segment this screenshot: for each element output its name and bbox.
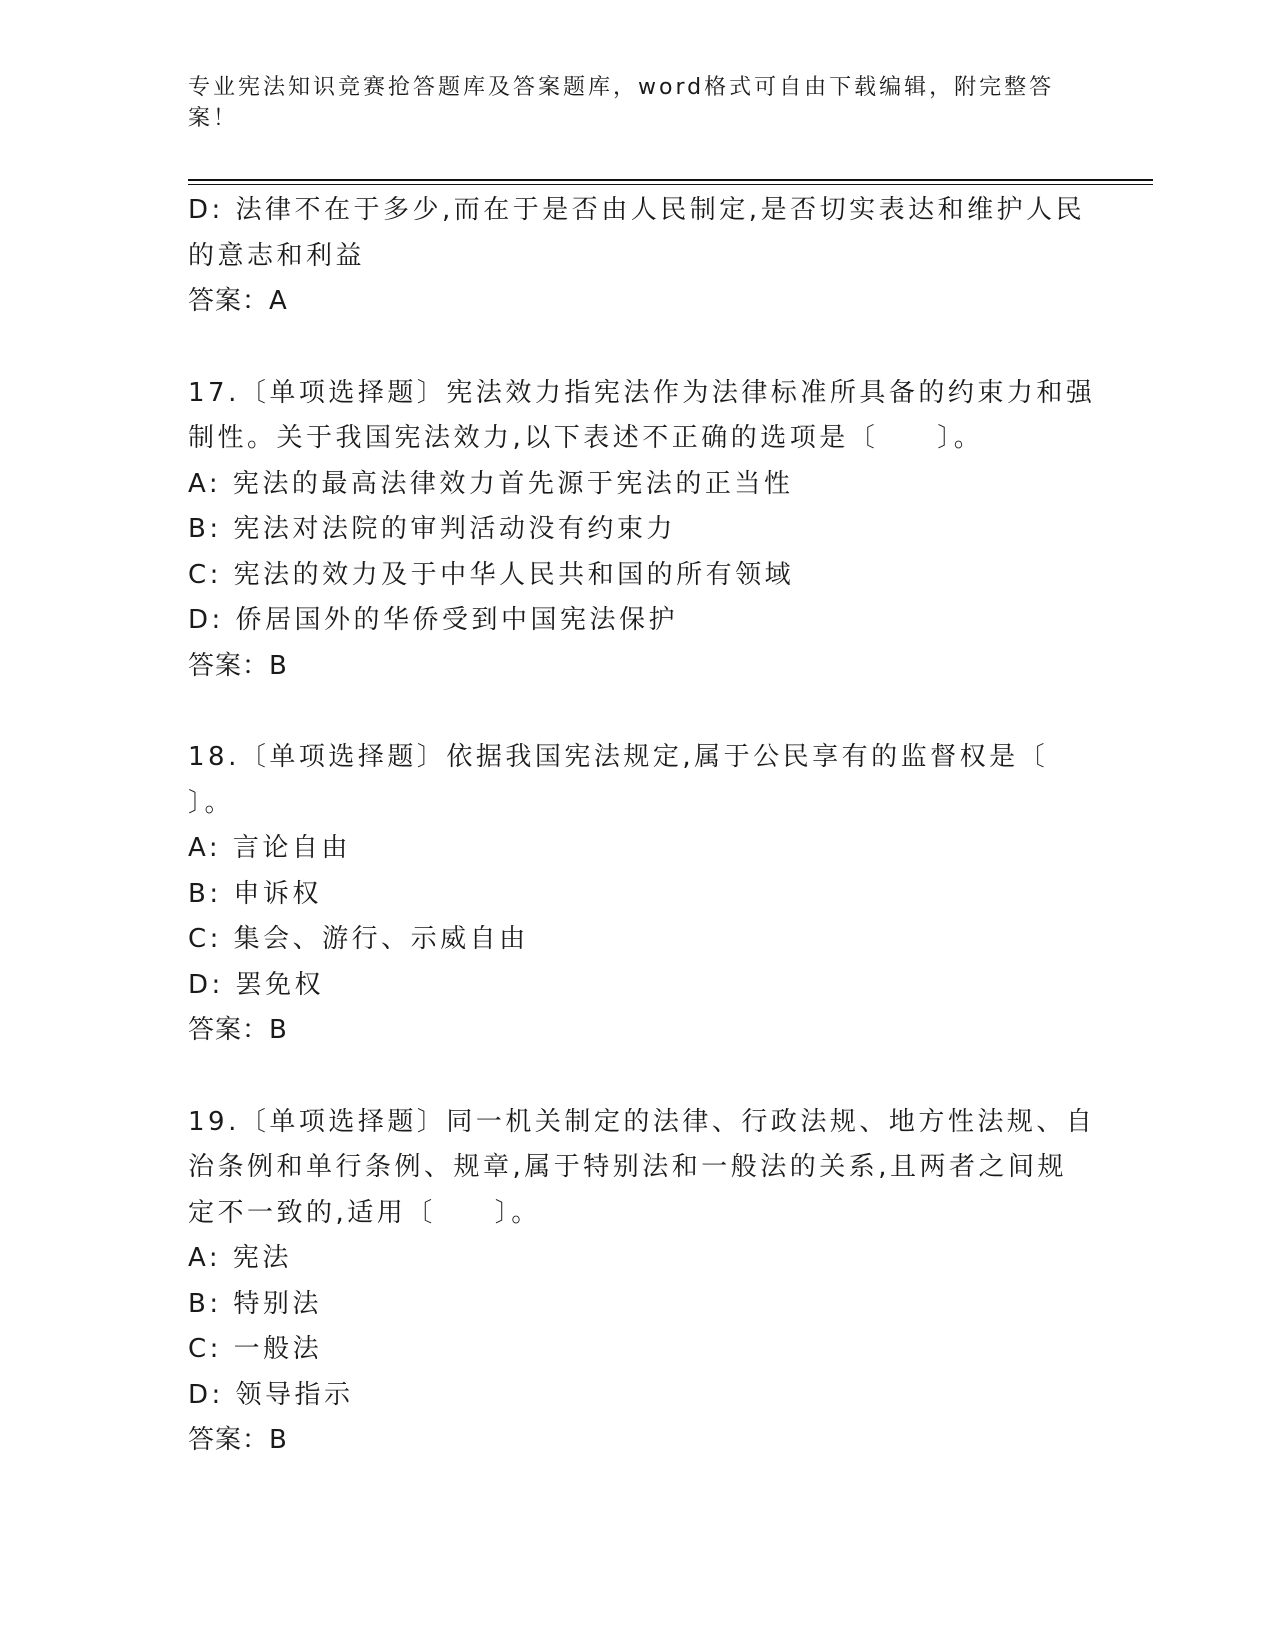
answer-line: 答案：B [188, 1015, 288, 1045]
option-d: D: 领导指示 [188, 1379, 354, 1410]
option-line: 的意志和利益 [188, 240, 366, 271]
question-block [188, 371, 1096, 690]
option-a: A: 宪法 [188, 1243, 292, 1273]
option-d: D: 罢免权 [188, 969, 325, 1000]
option-b: B: 特别法 [188, 1288, 322, 1319]
question-block [188, 188, 1088, 325]
option-line: D: 法律不在于多少,而在于是否由人民制定,是否切实表达和维护人民 [188, 195, 1086, 225]
question-block [188, 1100, 1096, 1464]
answer-line: 答案：B [188, 650, 288, 681]
question-text: 制性。关于我国宪法效力,以下表述不正确的选项是〔 〕。 [188, 423, 984, 453]
question-text: 治条例和单行条例、规章,属于特别法和一般法的关系,且两者之间规 [188, 1152, 1068, 1182]
option-c: C: 一般法 [188, 1334, 323, 1364]
option-c: C: 宪法的效力及于中华人民共和国的所有领域 [188, 559, 795, 590]
question-content [188, 188, 1096, 1464]
header-rule-thin [188, 184, 1153, 185]
answer-line: 答案：A [188, 286, 288, 316]
option-b: B: 申诉权 [188, 878, 322, 909]
question-text: 〕。 [188, 787, 235, 818]
option-c: C: 集会、游行、示威自由 [188, 924, 529, 954]
question-text: 18.〔单项选择题〕依据我国宪法规定,属于公民享有的监督权是〔 [188, 742, 1049, 772]
option-d: D: 侨居国外的华侨受到中国宪法保护 [188, 605, 679, 635]
spacer [188, 689, 1088, 735]
question-block [188, 735, 1088, 1054]
document-header: 专业宪法知识竞赛抢答题库及答案题库，word格式可自由下载编辑，附完整答案！ [188, 75, 1055, 131]
answer-line: 答案：B [188, 1425, 288, 1455]
option-a: A: 言论自由 [188, 833, 351, 863]
spacer [188, 325, 1088, 371]
header-rule-thick [188, 179, 1153, 181]
question-text: 19.〔单项选择题〕同一机关制定的法律、行政法规、地方性法规、自 [188, 1106, 1096, 1137]
question-text: 定不一致的,适用〔 〕。 [188, 1197, 541, 1228]
spacer [188, 1054, 1088, 1100]
option-b: B: 宪法对法院的审判活动没有约束力 [188, 514, 676, 544]
question-text: 17.〔单项选择题〕宪法效力指宪法作为法律标准所具备的约束力和强 [188, 377, 1096, 408]
option-a: A: 宪法的最高法律效力首先源于宪法的正当性 [188, 468, 794, 499]
